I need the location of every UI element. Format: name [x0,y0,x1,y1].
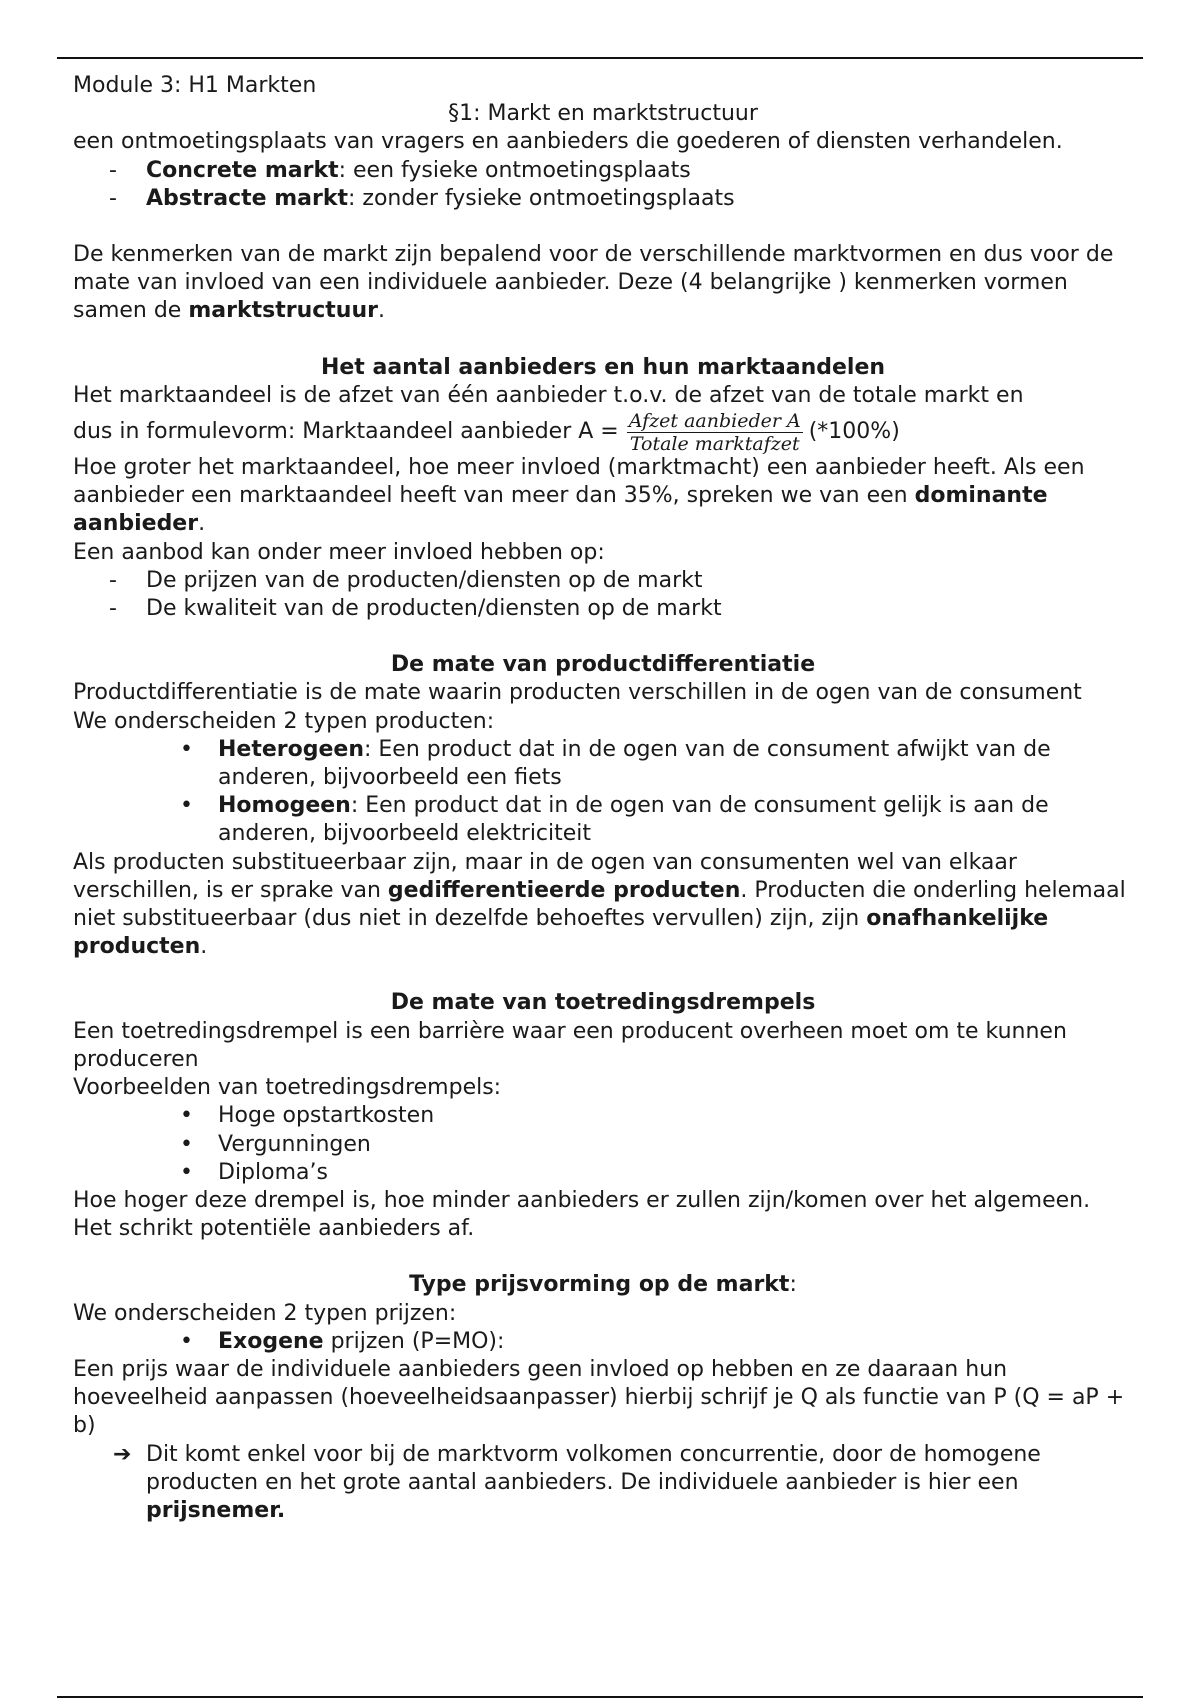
top-rule [57,57,1143,59]
term-abstracte-markt: Abstracte markt [146,185,348,211]
substitution-paragraph [73,849,1133,962]
arrow-icon: ➔ [113,1441,132,1467]
formula-suffix: (*100%) [808,418,900,444]
bullet-marker: • [180,1103,193,1129]
term-onafhankelijke-producten: onafhankelijke producten [73,906,1049,960]
dash-marker: - [109,567,117,593]
paragraph-text: Als producten substitueerbaar zijn, maar in de ogen van consumenten wel van elkaar verschillen, is er sprake van [73,849,1017,903]
subheading-text: De mate van productdifferentiatie [390,652,816,678]
term-homogeen: Homogeen [218,793,351,819]
list-item-text: : een fysieke ontmoetingsplaats [338,157,691,183]
list-item [73,1328,1133,1356]
bullet-marker: • [180,793,193,819]
dash-marker: - [109,185,117,211]
paragraph-text: De kenmerken van de markt zijn bepalend voor de verschillende marktvormen en dus voor de mate van invloed van een individuele aanbieder. Deze (4 belangrijke ) kenmerken vormen samen de [73,242,1114,324]
list-item [73,157,1133,185]
formula-line [73,410,1133,454]
list-item-text: Diploma’s [218,1159,328,1185]
list-item-text: : Een product dat in de ogen van de consument gelijk is aan de anderen, bijvoorbeeld elektriciteit [218,793,1049,847]
punctuation: : [789,1272,797,1298]
term-prijsnemer: prijsnemer. [146,1497,286,1523]
bullet-marker: • [180,736,193,762]
list-item-text: De prijzen van de producten/diensten op de markt [146,567,703,593]
formula-prefix: dus in formulevorm: Marktaandeel aanbieder A = [73,418,619,444]
exogenous-price-paragraph: Een prijs waar de individuele aanbieders geen invloed op hebben en ze daaraan hun hoeveelheid aanpassen (hoeveelheidsaanpasser) hierbij schrijf je Q als functie van P (Q = aP + b) [73,1356,1125,1439]
product-types-intro: We onderscheiden 2 typen producten: [73,708,495,734]
list-item [73,595,1133,623]
list-item-text: prijzen (P=MO): [323,1328,505,1354]
term-heterogeen: Heterogeen [218,736,364,762]
paragraph-text: . Producten die onderling helemaal niet substitueerbaar (dus niet in dezelfde behoeftes vervullen) zijn, zijn [73,877,1126,932]
barrier-effect-paragraph: Hoe hoger deze drempel is, hoe minder aanbieders er zullen zijn/komen over het algemeen. Het schrikt potentiële aanbieders af. [73,1187,1091,1242]
subheading-text: Het aantal aanbieders en hun marktaandelen [320,354,886,380]
list-item-text: : zonder fysieke ontmoetingsplaats [348,185,735,211]
market-structure-paragraph [73,241,1133,326]
market-definition: een ontmoetingsplaats van vragers en aanbieders die goederen of diensten verhandelen. [73,129,1063,155]
list-item-text: Vergunningen [218,1131,371,1157]
module-title: Module 3: H1 Markten [73,73,317,98]
bullet-marker: • [180,1159,193,1185]
list-item-text: : Een product dat in de ogen van de consument afwijkt van de anderen, bijvoorbeeld een fiets [218,736,1051,791]
fraction-denominator: Totale marktafzet [629,432,800,455]
differentiation-definition: Productdifferentiatie is de mate waarin producten verschillen in de ogen van de consument [73,680,1082,706]
document-body [73,72,1133,1525]
dash-marker: - [109,157,117,183]
punctuation: . [198,511,206,537]
bullet-marker: • [180,1131,193,1157]
dominant-supplier-paragraph [73,454,1133,539]
price-types-intro: We onderscheiden 2 typen prijzen: [73,1300,457,1326]
formula-fraction [627,410,803,455]
subheading-text: Type prijsvorming op de markt [409,1272,790,1298]
barrier-examples-intro: Voorbeelden van toetredingsdrempels: [73,1075,502,1101]
subheading-toetredingsdrempels [73,989,1133,1017]
term-concrete-markt: Concrete markt [146,157,339,183]
list-item [73,792,1133,848]
punctuation: . [200,934,208,960]
list-item [73,736,1133,792]
paragraph-text: Hoe groter het marktaandeel, hoe meer invloed (marktmacht) een aanbieder heeft. Als een aanbieder een marktaandeel heeft van meer dan 35%, spreken we van een [73,455,1085,509]
market-share-paragraph: Het marktaandeel is de afzet van één aanbieder t.o.v. de afzet van de totale markt en [73,382,1024,408]
list-item [73,567,1133,595]
term-marktstructuur: marktstructuur [188,298,378,324]
list-item [73,1131,1133,1159]
subheading-text: De mate van toetredingsdrempels [390,990,816,1016]
list-item [73,1159,1133,1187]
term-gedifferentieerde-producten: gedifferentieerde producten [387,877,741,903]
list-item-text: Dit komt enkel voor bij de marktvorm volkomen concurrentie, door de homogene producten en het grote aantal aanbieders. De individuele aanbieder is hier een [146,1441,1041,1495]
fraction-numerator: Afzet aanbieder A [628,409,801,432]
list-item-text: Hoge opstartkosten [218,1103,435,1129]
term-dominante-aanbieder: dominante aanbieder [73,483,1048,537]
bottom-rule [57,1696,1143,1698]
punctuation: . [377,298,385,324]
list-item [73,1441,1133,1526]
dash-marker: - [109,596,117,622]
bullet-marker: • [180,1328,193,1354]
influence-intro: Een aanbod kan onder meer invloed hebben op: [73,539,605,565]
barrier-definition: Een toetredingsdrempel is een barrière waar een producent overheen moet om te kunnen produceren [73,1018,1067,1072]
list-item [73,185,1133,213]
subheading-marktaandelen [73,354,1133,382]
subheading-productdifferentiatie [73,651,1133,679]
section-heading: §1: Markt en marktstructuur [448,101,758,127]
list-item-text: De kwaliteit van de producten/diensten op de markt [146,596,722,622]
list-item [73,1102,1133,1130]
term-exogene: Exogene [218,1328,324,1354]
subheading-prijsvorming [73,1271,1133,1299]
